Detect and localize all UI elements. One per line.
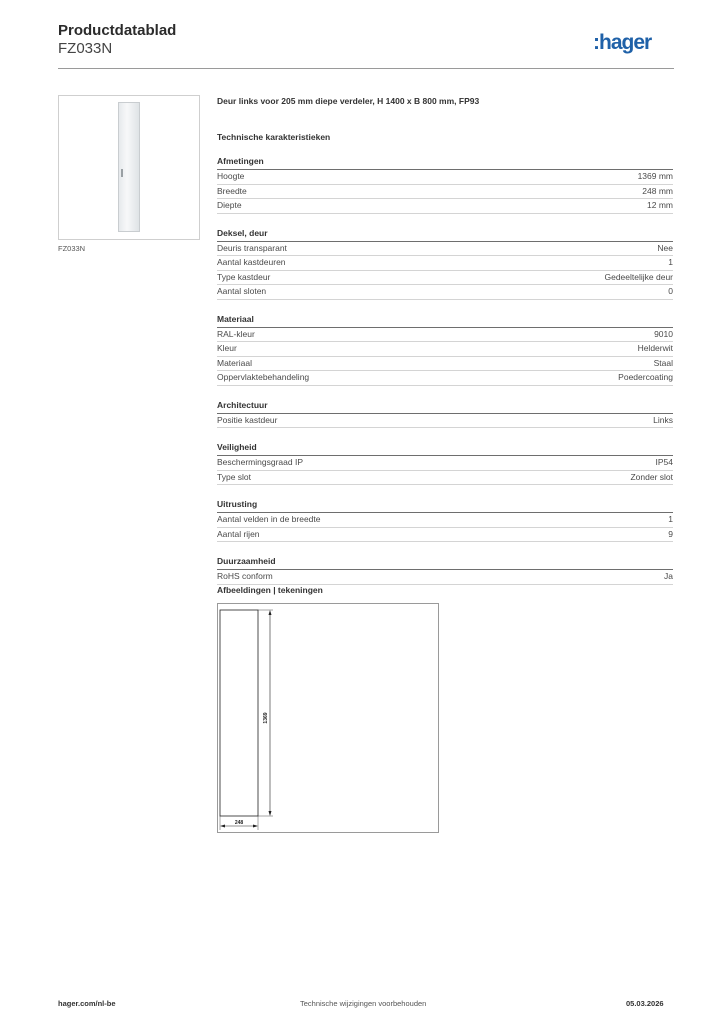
- spec-row: [217, 256, 673, 271]
- spec-row: [217, 357, 673, 372]
- spec-value: IP54: [655, 457, 673, 467]
- spec-group: [217, 556, 673, 585]
- drawing-svg: [218, 604, 438, 832]
- spec-row: [217, 371, 673, 386]
- spec-value: Nee: [657, 242, 673, 253]
- footer-url[interactable]: hager.com/nl-be: [58, 999, 116, 1008]
- spec-label: Aantal sloten: [217, 286, 267, 296]
- spec-value: Gedeeltelijke deur: [604, 271, 673, 282]
- height-arrow-bottom: [269, 811, 272, 816]
- spec-column: [217, 96, 673, 585]
- spec-label: Breedte: [217, 185, 247, 196]
- spec-label: Positie kastdeur: [217, 414, 278, 425]
- spec-value: Ja: [664, 571, 673, 581]
- spec-label: Deuris transparant: [217, 242, 287, 253]
- spec-row: [217, 170, 673, 185]
- spec-row: [217, 456, 673, 471]
- spec-row: [217, 513, 673, 528]
- drawings-heading: Afbeeldingen | tekeningen: [217, 585, 323, 595]
- spec-value: 1369 mm: [637, 171, 673, 181]
- page-title: Productdatablad: [58, 22, 177, 39]
- spec-row: [217, 471, 673, 486]
- spec-label: Aantal rijen: [217, 528, 260, 539]
- spec-group: [217, 442, 673, 485]
- spec-row: [217, 199, 673, 214]
- product-description: Deur links voor 205 mm diepe verdeler, H 1400 x B 800 mm, FP93: [217, 96, 480, 106]
- spec-group: [217, 400, 673, 429]
- hager-logo: [593, 30, 675, 54]
- door-handle: [121, 169, 123, 177]
- spec-label: Hoogte: [217, 171, 245, 181]
- spec-value: Helderwit: [637, 343, 673, 353]
- spec-group-title: Veiligheid: [217, 442, 673, 456]
- spec-value: Zonder slot: [630, 471, 673, 482]
- spec-label: Materiaal: [217, 357, 252, 368]
- width-dimension-label: 248: [234, 820, 244, 826]
- spec-value: Staal: [653, 357, 673, 368]
- spec-row: [217, 570, 673, 585]
- height-dimension-label: 1369: [263, 712, 269, 724]
- spec-value: 248 mm: [642, 185, 673, 196]
- technical-drawing: [217, 603, 439, 833]
- width-arrow-right: [253, 825, 258, 828]
- spec-row: [217, 242, 673, 257]
- spec-row: [217, 342, 673, 357]
- spec-value: 1: [668, 257, 673, 267]
- spec-group-title: Materiaal: [217, 314, 673, 328]
- spec-row: [217, 271, 673, 286]
- spec-label: RAL-kleur: [217, 328, 255, 339]
- spec-value: Poedercoating: [618, 372, 673, 382]
- spec-group: [217, 228, 673, 300]
- spec-group-title: Deksel, deur: [217, 228, 673, 242]
- spec-row: [217, 328, 673, 343]
- spec-value: 9010: [654, 328, 673, 339]
- spec-group-title: Uitrusting: [217, 499, 673, 513]
- spec-value: 0: [668, 286, 673, 296]
- spec-label: Aantal velden in de breedte: [217, 514, 321, 524]
- spec-value: 12 mm: [647, 200, 673, 210]
- spec-label: Beschermingsgraad IP: [217, 457, 303, 467]
- spec-groups: [217, 156, 673, 585]
- section-heading: Technische karakteristieken: [217, 132, 331, 142]
- spec-label: Type slot: [217, 471, 252, 482]
- spec-group: [217, 314, 673, 386]
- spec-label: Kleur: [217, 343, 237, 353]
- spec-value: 9: [668, 528, 673, 539]
- spec-row: [217, 285, 673, 300]
- hager-logo-text: :hager: [593, 31, 652, 54]
- spec-row: [217, 528, 673, 543]
- footer-date: 05.03.2026: [626, 999, 664, 1008]
- spec-label: Diepte: [217, 200, 242, 210]
- header-divider: [58, 68, 674, 69]
- spec-group-title: Afmetingen: [217, 156, 673, 170]
- spec-group-title: Architectuur: [217, 400, 673, 414]
- footer-note: Technische wijzigingen voorbehouden: [300, 999, 427, 1008]
- door-image: [118, 102, 140, 232]
- product-thumbnail: [58, 95, 200, 240]
- spec-row: [217, 185, 673, 200]
- width-arrow-left: [220, 825, 225, 828]
- door-outline: [220, 610, 258, 816]
- spec-label: Oppervlaktebehandeling: [217, 372, 310, 382]
- thumbnail-caption: FZ033N: [58, 244, 86, 253]
- product-code: FZ033N: [58, 40, 113, 57]
- spec-group-title: Duurzaamheid: [217, 556, 673, 570]
- spec-label: Aantal kastdeuren: [217, 257, 286, 267]
- spec-value: Links: [653, 414, 673, 425]
- spec-group: [217, 499, 673, 542]
- spec-group: [217, 156, 673, 214]
- spec-label: Type kastdeur: [217, 271, 271, 282]
- spec-value: 1: [668, 514, 673, 524]
- spec-label: RoHS conform: [217, 571, 273, 581]
- height-arrow-top: [269, 610, 272, 615]
- spec-row: [217, 414, 673, 429]
